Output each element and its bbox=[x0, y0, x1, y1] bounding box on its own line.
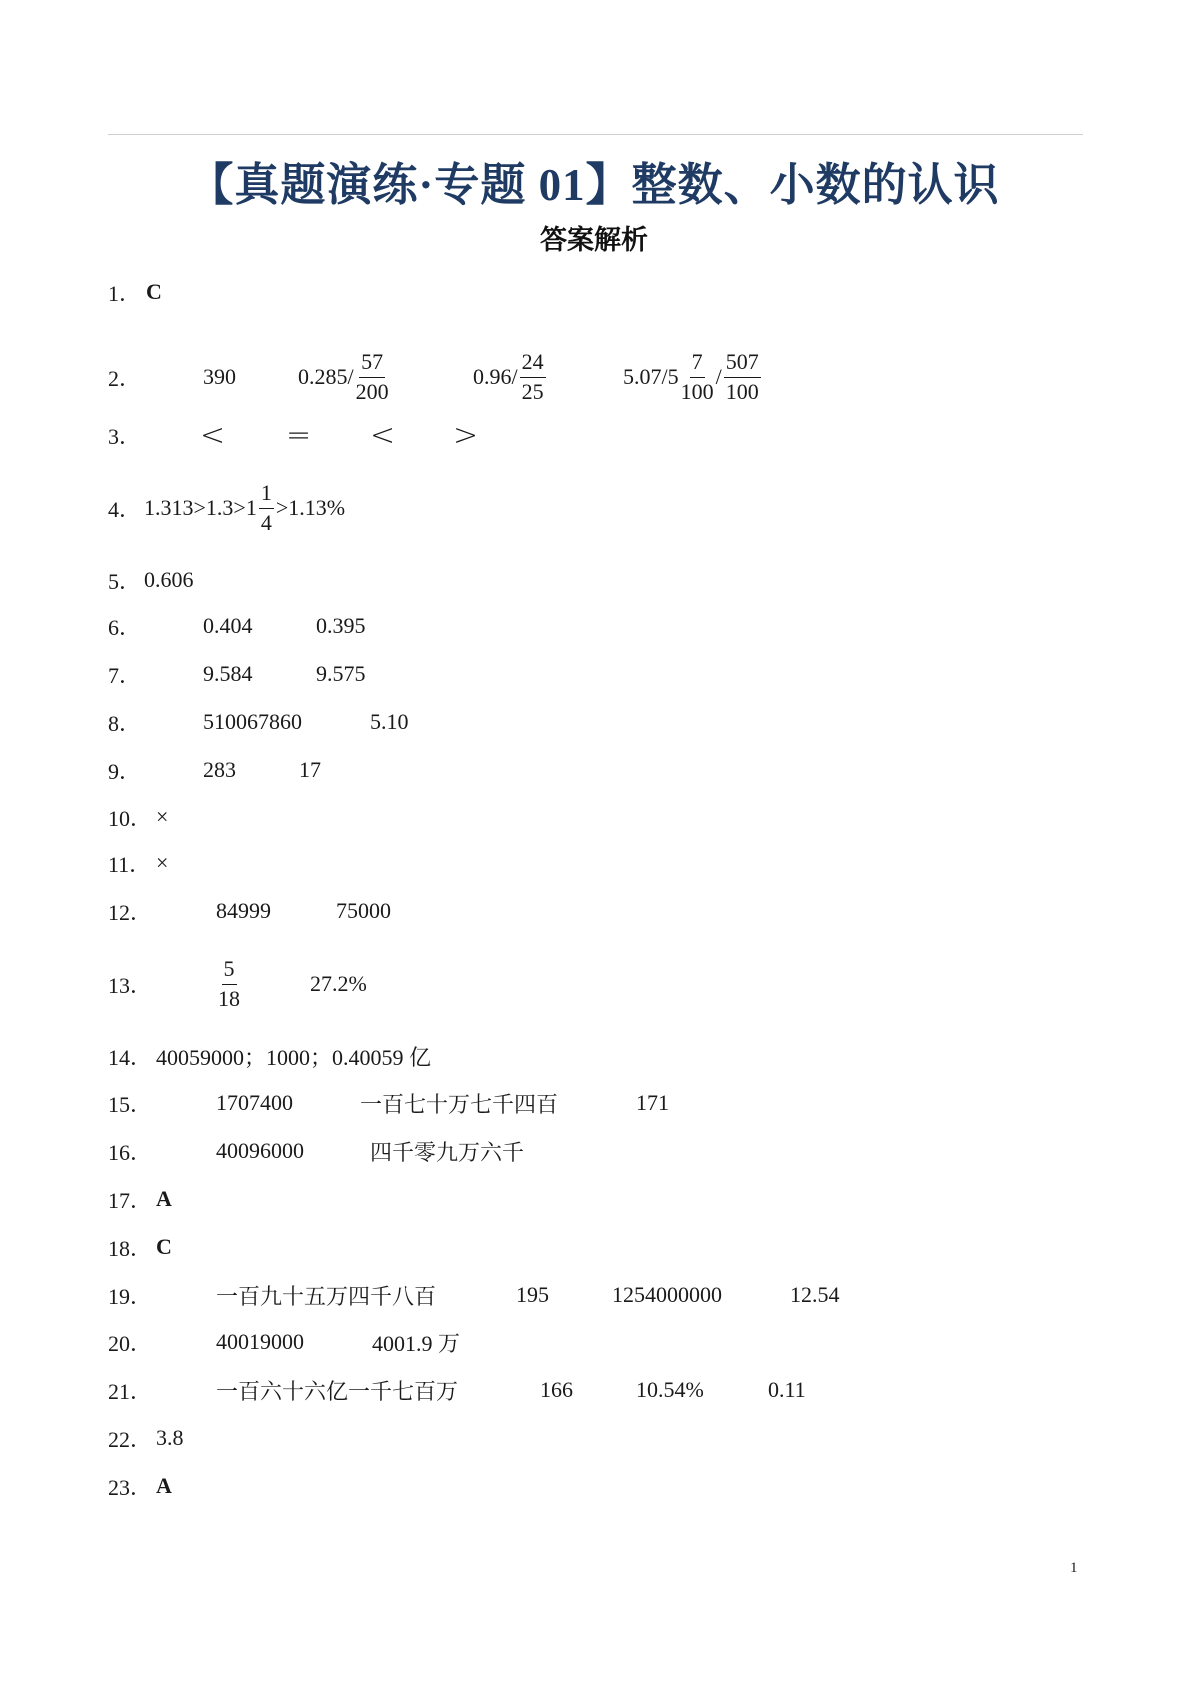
answer-row-8 bbox=[108, 702, 409, 742]
answer-row-2 bbox=[108, 345, 759, 409]
answer-value: 1.313 bbox=[144, 495, 194, 520]
answer-value: 0.96/ bbox=[473, 364, 518, 389]
answer-number: 23． bbox=[108, 1474, 153, 1500]
answer-number: 22． bbox=[108, 1426, 153, 1452]
answer-row-6 bbox=[108, 606, 366, 646]
answer-row-18 bbox=[108, 1227, 172, 1267]
answer-inequality bbox=[144, 476, 345, 540]
answer-number: 19． bbox=[108, 1283, 153, 1309]
answer-fraction-group bbox=[216, 952, 242, 1016]
answer-row-5 bbox=[108, 560, 194, 600]
fraction-numerator: 57 bbox=[359, 350, 385, 377]
fraction bbox=[724, 350, 761, 403]
answer-number: 20． bbox=[108, 1330, 153, 1356]
answer-value: 84999 bbox=[216, 898, 271, 923]
answer-number: 11． bbox=[108, 851, 152, 877]
answer-value: < bbox=[200, 417, 226, 453]
answer-value: 40096000 bbox=[216, 1138, 304, 1163]
greater-than-sign: > bbox=[233, 495, 246, 520]
fraction-denominator: 100 bbox=[680, 378, 714, 404]
answer-number: 3． bbox=[108, 423, 142, 449]
answer-row-4 bbox=[108, 476, 346, 540]
fraction-numerator: 5 bbox=[222, 957, 237, 984]
answer-row-21 bbox=[108, 1370, 806, 1410]
answer-value: 四千零九万六千 bbox=[370, 1139, 525, 1165]
answer-separator: / bbox=[715, 364, 722, 389]
answer-value: = bbox=[286, 417, 312, 453]
answer-number: 14． bbox=[108, 1044, 153, 1070]
answer-value: 166 bbox=[540, 1377, 573, 1402]
answer-value: A bbox=[156, 1186, 172, 1211]
answer-row-9 bbox=[108, 750, 321, 790]
answer-number: 12． bbox=[108, 899, 153, 925]
answer-row-11 bbox=[108, 843, 169, 883]
answer-row-22 bbox=[108, 1418, 184, 1458]
answer-value: 195 bbox=[516, 1282, 549, 1307]
page-title: 【真题演练·专题 01】整数、小数的认识 bbox=[188, 160, 1000, 210]
answer-number: 10． bbox=[108, 805, 153, 831]
answer-number: 17． bbox=[108, 1187, 153, 1213]
answer-number: 16． bbox=[108, 1139, 153, 1165]
answer-value: 17 bbox=[299, 757, 321, 782]
answer-number: 21． bbox=[108, 1378, 153, 1404]
answer-value: 5.10 bbox=[370, 709, 409, 734]
answer-value: 27.2% bbox=[310, 971, 367, 996]
answer-value: 171 bbox=[636, 1090, 669, 1115]
greater-than-sign: > bbox=[275, 495, 289, 520]
answer-row-1 bbox=[108, 272, 162, 312]
answer-value: 0.11 bbox=[768, 1377, 806, 1402]
answer-value: 0.606 bbox=[144, 567, 194, 592]
answer-number: 18． bbox=[108, 1235, 153, 1261]
answer-value: × bbox=[156, 850, 169, 875]
answer-value: 390 bbox=[203, 364, 236, 389]
mixed-number-whole: 1 bbox=[245, 495, 257, 520]
answer-row-13 bbox=[108, 952, 367, 1016]
answer-row-20 bbox=[108, 1322, 461, 1362]
fraction-numerator: 507 bbox=[724, 350, 761, 377]
answer-value: 4001.9 万 bbox=[372, 1330, 461, 1356]
fraction-denominator: 4 bbox=[260, 509, 272, 535]
answer-number: 13． bbox=[108, 972, 153, 998]
answer-value: 0.395 bbox=[316, 613, 366, 638]
answer-fraction-group bbox=[623, 345, 763, 409]
answer-number: 1． bbox=[108, 280, 142, 306]
answer-row-7 bbox=[108, 654, 366, 694]
answer-value: 40059000；1000；0.40059 亿 bbox=[156, 1044, 432, 1070]
answer-row-3 bbox=[108, 415, 479, 455]
answer-value: × bbox=[156, 804, 169, 829]
answer-value: 一百九十五万四千八百 bbox=[216, 1283, 437, 1309]
fraction bbox=[356, 350, 389, 403]
answer-value: 12.54 bbox=[790, 1282, 840, 1307]
answer-value: C bbox=[146, 279, 162, 304]
fraction-numerator: 24 bbox=[520, 350, 546, 377]
answer-value: A bbox=[156, 1473, 172, 1498]
fraction-denominator: 25 bbox=[521, 378, 544, 404]
answer-value: 9.584 bbox=[203, 661, 253, 686]
answer-value: 1.13% bbox=[288, 495, 346, 520]
fraction-denominator: 18 bbox=[218, 985, 240, 1011]
page-number: 1 bbox=[1070, 1560, 1078, 1576]
answer-row-19 bbox=[108, 1275, 840, 1315]
answer-row-23 bbox=[108, 1466, 172, 1506]
answer-number: 5． bbox=[108, 568, 142, 594]
answer-value: 510067860 bbox=[203, 709, 302, 734]
answer-value: 5.07/5 bbox=[623, 364, 679, 389]
answer-value: 9.575 bbox=[316, 661, 366, 686]
answer-row-10 bbox=[108, 797, 169, 837]
answer-value: > bbox=[453, 417, 479, 453]
fraction-denominator: 100 bbox=[725, 378, 759, 404]
answer-value: < bbox=[370, 417, 396, 453]
fraction bbox=[259, 481, 274, 534]
answer-value: 283 bbox=[203, 757, 236, 782]
answer-value: 40019000 bbox=[216, 1329, 304, 1354]
answer-value: C bbox=[156, 1234, 172, 1259]
answer-number: 6． bbox=[108, 614, 142, 640]
answer-number: 4． bbox=[108, 496, 142, 522]
answer-fraction-group bbox=[473, 345, 548, 409]
fraction-numerator: 7 bbox=[690, 350, 705, 377]
answer-number: 15． bbox=[108, 1091, 153, 1117]
answer-row-17 bbox=[108, 1179, 172, 1219]
answer-value: 0.285/ bbox=[298, 364, 354, 389]
answer-value: 3.8 bbox=[156, 1425, 184, 1450]
answer-number: 9． bbox=[108, 758, 142, 784]
greater-than-sign: > bbox=[193, 495, 206, 520]
header-rule bbox=[108, 134, 1083, 135]
answer-row-12 bbox=[108, 891, 391, 931]
fraction bbox=[681, 350, 714, 403]
answer-fraction-group bbox=[298, 345, 391, 409]
fraction bbox=[520, 350, 546, 403]
answer-row-16 bbox=[108, 1131, 525, 1171]
answer-value: 0.404 bbox=[203, 613, 253, 638]
answer-number: 8． bbox=[108, 710, 142, 736]
fraction-denominator: 200 bbox=[355, 378, 389, 404]
answer-value: 10.54% bbox=[636, 1377, 704, 1402]
answer-value: 1.3 bbox=[205, 495, 234, 520]
answer-value: 一百六十六亿一千七百万 bbox=[216, 1378, 459, 1404]
page-subtitle: 答案解析 bbox=[540, 225, 648, 255]
answer-value: 1254000000 bbox=[612, 1282, 722, 1307]
fraction-numerator: 1 bbox=[259, 481, 274, 508]
answer-row-15 bbox=[108, 1083, 669, 1123]
answer-row-14 bbox=[108, 1036, 432, 1076]
answer-value: 1707400 bbox=[216, 1090, 293, 1115]
answer-value: 一百七十万七千四百 bbox=[360, 1091, 559, 1117]
answer-number: 7． bbox=[108, 662, 142, 688]
answer-number: 2． bbox=[108, 365, 142, 391]
fraction bbox=[218, 957, 240, 1010]
answer-value: 75000 bbox=[336, 898, 391, 923]
